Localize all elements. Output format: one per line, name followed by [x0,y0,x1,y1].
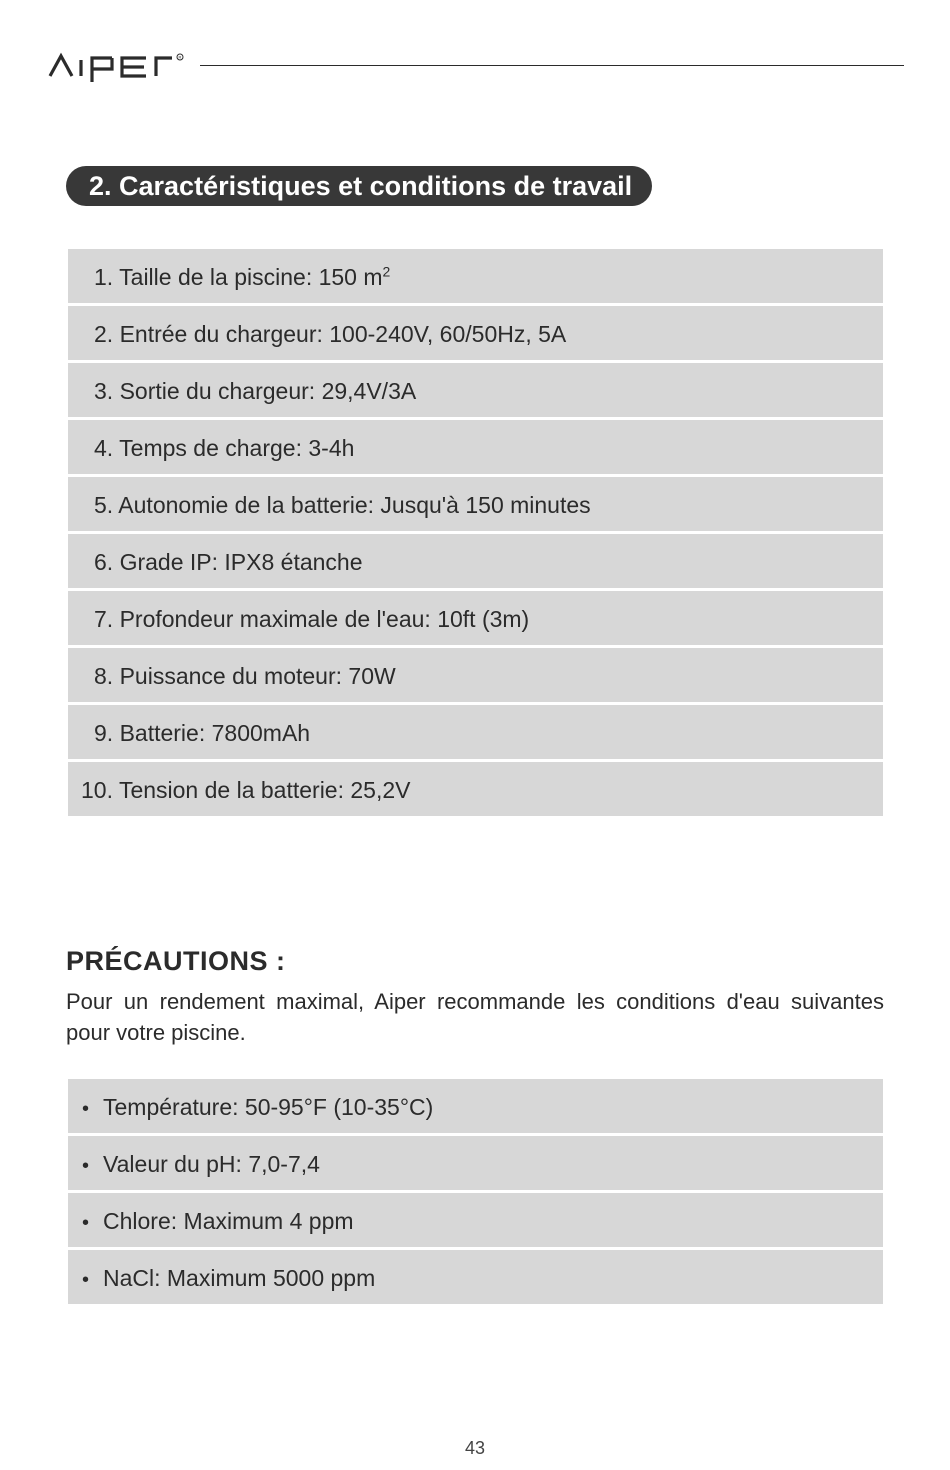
svg-text:R: R [178,54,182,60]
spec-row-charger-input: 2. Entrée du chargeur: 100-240V, 60/50Hz, 5A [68,306,883,360]
bullet-icon: • [82,1212,90,1234]
bullet-icon: • [82,1269,90,1291]
precautions-paragraph: Pour un rendement maximal, Aiper recommande les conditions d'eau suivantes pour votre piscine. [66,989,884,1045]
section-title: 2. Caractéristiques et conditions de travail [66,166,652,206]
spec-row-battery-life: 5. Autonomie de la batterie: Jusqu'à 150 minutes [68,477,883,531]
bullet-icon: • [82,1155,90,1177]
header-divider [200,65,904,66]
page-header [48,44,904,84]
spec-row-ip-grade: 6. Grade IP: IPX8 étanche [68,534,883,588]
condition-row-temperature: • Température: 50-95°F (10-35°C) [68,1079,883,1133]
aiper-logo [48,48,188,84]
spec-row-battery-voltage: 10. Tension de la batterie: 25,2V [68,762,883,816]
spec-row-charger-output: 3. Sortie du chargeur: 29,4V/3A [68,363,883,417]
condition-row-chlorine: • Chlore: Maximum 4 ppm [68,1193,883,1247]
bullet-icon: • [82,1098,90,1120]
page-number: 43 [464,1438,486,1458]
spec-row-pool-size: 1. Taille de la piscine: 150 $m^2$ [68,249,883,303]
precautions-heading: PRÉCAUTIONS : [66,946,286,976]
spec-row-charge-time: 4. Temps de charge: 3-4h [68,420,883,474]
spec-row-max-depth: 7. Profondeur maximale de l'eau: 10ft (3m) [68,591,883,645]
water-conditions-table [68,1079,883,1307]
spec-row-motor-power: 8. Puissance du moteur: 70W [68,648,883,702]
condition-row-ph: • Valeur du pH: 7,0-7,4 [68,1136,883,1190]
specifications-table [68,249,883,819]
condition-row-nacl: • NaCl: Maximum 5000 ppm [68,1250,883,1304]
spec-row-battery: 9. Batterie: 7800mAh [68,705,883,759]
